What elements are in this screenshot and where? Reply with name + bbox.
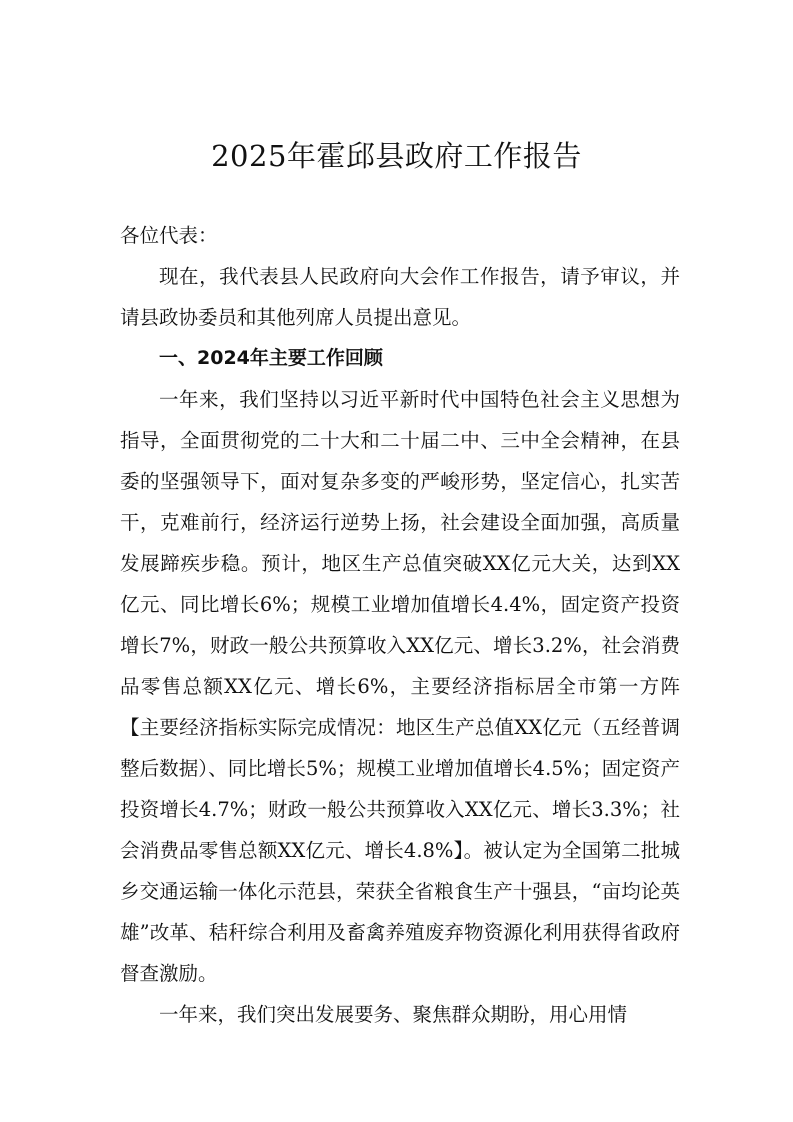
document-body: [120, 215, 680, 1035]
review-paragraph-1: 一年来，我们坚持以习近平新时代中国特色社会主义思想为指导，全面贯彻党的二十大和二十届二中、三中全会精神，在县委的坚强领导下，面对复杂多变的严峻形势，坚定信心，扎实苦干，克难前行，经济运行逆势上扬，社会建设全面加强，高质量发展蹄疾步稳。预计，地区生产总值突破XX亿元大关，达到XX亿元、同比增长6%；规模工业增加值增长4.4%，固定资产投资增长7%，财政一般公共预算收入XX亿元、增长3.2%，社会消费品零售总额XX亿元、增长6%，主要经济指标居全市第一方阵【主要经济指标实际完成情况：地区生产总值XX亿元（五经普调整后数据）、同比增长5%；规模工业增加值增长4.5%；固定资产投资增长4.7%；财政一般公共预算收入XX亿元、增长3.3%；社会消费品零售总额XX亿元、增长4.8%】。被认定为全国第二批城乡交通运输一体化示范县，荣获全省粮食生产十强县，“亩均论英雄”改革、秸秆综合利用及畜禽养殖废弃物资源化利用获得省政府督查激励。: [120, 388, 680, 985]
review-paragraph-2: 一年来，我们突出发展要务、聚焦群众期盼，用心用情: [159, 1003, 628, 1026]
salutation: 各位代表：: [120, 224, 218, 247]
document-title: 2025年霍邱县政府工作报告: [211, 139, 582, 173]
intro-paragraph: 现在，我代表县人民政府向大会作工作报告，请予审议，并请县政协委员和其他列席人员提出意见。: [120, 265, 680, 329]
section-heading: 一、2024年主要工作回顾: [159, 347, 383, 369]
